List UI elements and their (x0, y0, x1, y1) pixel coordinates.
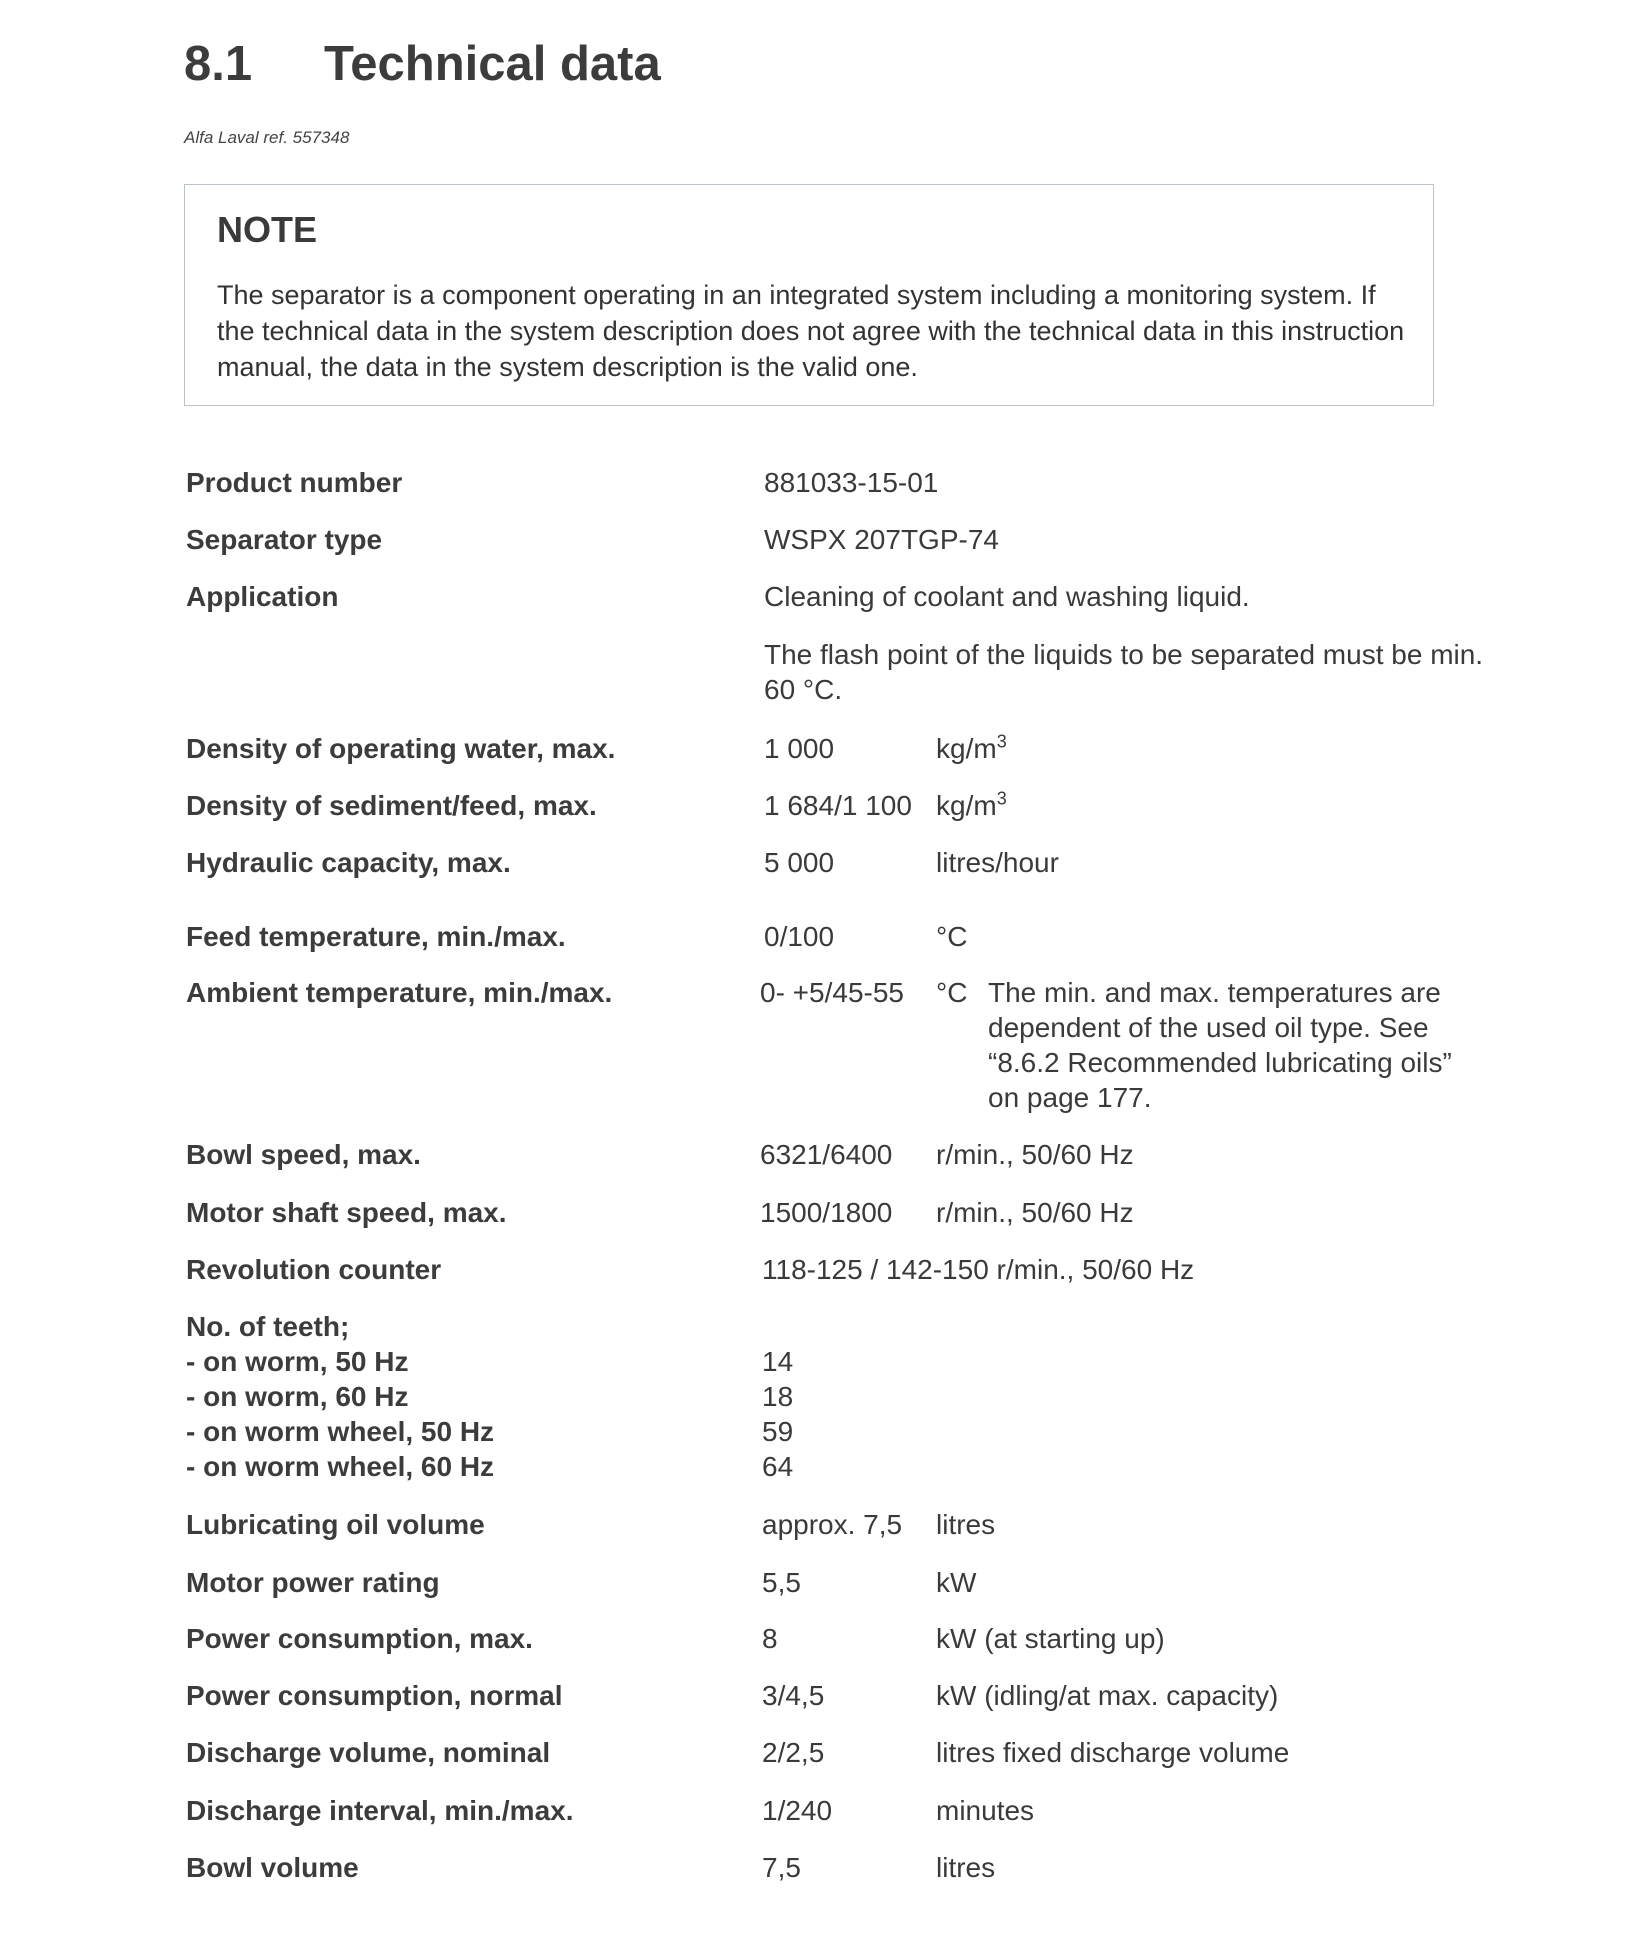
spec-unit: litres/hour (936, 847, 1059, 878)
spec-value: WSPX 207TGP-74 (764, 524, 999, 555)
spec-label: Application (186, 581, 339, 612)
spec-sublabel: - on worm wheel, 50 Hz (186, 1416, 495, 1447)
section-title: Technical data (324, 37, 661, 91)
spec-label: Revolution counter (186, 1254, 442, 1285)
spec-unit: kW (936, 1567, 977, 1598)
spec-sublabel: - on worm, 50 Hz (186, 1346, 409, 1377)
section-heading (184, 36, 661, 92)
spec-value: 1500/1800 (760, 1197, 893, 1228)
spec-label: No. of teeth; (186, 1311, 350, 1342)
spec-unit: °C (936, 977, 968, 1008)
spec-unit: litres (936, 1509, 996, 1540)
spec-value: 2/2,5 (762, 1737, 825, 1768)
spec-label: Motor power rating (186, 1567, 440, 1598)
spec-label: Hydraulic capacity, max. (186, 847, 511, 878)
spec-unit: °C (936, 921, 968, 952)
spec-unit: r/min., 50/60 Hz (936, 1139, 1134, 1170)
spec-sublabel: - on worm, 60 Hz (186, 1381, 409, 1412)
spec-unit: $kg/m^3$ (936, 731, 1007, 764)
spec-label: Power consumption, max. (186, 1623, 533, 1654)
spec-label: Motor shaft speed, max. (186, 1197, 507, 1228)
spec-label: Ambient temperature, min./max. (186, 977, 613, 1008)
spec-sublabel: - on worm wheel, 60 Hz (186, 1451, 495, 1482)
spec-value: 1 000 (764, 733, 835, 764)
spec-label: Density of sediment/feed, max. (186, 790, 597, 821)
spec-label: Discharge volume, nominal (186, 1737, 551, 1768)
spec-label: Feed temperature, min./max. (186, 921, 566, 952)
spec-value: 8 (762, 1623, 778, 1654)
spec-value: 59 (762, 1416, 794, 1447)
spec-value: 18 (762, 1381, 794, 1412)
spec-label: Power consumption, normal (186, 1680, 563, 1711)
note-title: NOTE (217, 209, 318, 250)
spec-unit: litres fixed discharge volume (936, 1737, 1290, 1768)
spec-value: Cleaning of coolant and washing liquid. (764, 581, 1250, 612)
spec-unit: kW (idling/at max. capacity) (936, 1680, 1279, 1711)
spec-value: 3/4,5 (762, 1680, 825, 1711)
spec-unit: $kg/m^3$ (936, 788, 1007, 821)
spec-value: 5,5 (762, 1567, 801, 1598)
spec-label: Density of operating water, max. (186, 733, 616, 764)
spec-remark: The min. and max. temperatures are dependent of the used oil type. See “8.6.2 Recommended lubricating oils” on page 177. (988, 977, 1452, 1113)
spec-unit: kW (at starting up) (936, 1623, 1165, 1654)
spec-label: Separator type (186, 524, 383, 555)
spec-value: 1/240 (762, 1795, 833, 1826)
spec-value: 5 000 (764, 847, 835, 878)
spec-label: Bowl volume (186, 1852, 359, 1883)
spec-value: approx. 7,5 (762, 1509, 903, 1540)
section-number: 8.1 (184, 37, 253, 91)
reference-number: Alfa Laval ref. 557348 (184, 128, 350, 147)
spec-value: 7,5 (762, 1852, 801, 1883)
spec-unit: minutes (936, 1795, 1035, 1826)
spec-value: 0/100 (764, 921, 835, 952)
spec-label: Bowl speed, max. (186, 1139, 421, 1170)
spec-value: 0- +5/45-55 (760, 977, 904, 1008)
spec-label: Product number (186, 467, 403, 498)
note-box (184, 184, 1434, 406)
spec-value: 1 684/1 100 (764, 790, 912, 821)
spec-value: 14 (762, 1346, 794, 1377)
note-text: The separator is a component operating in an integrated system including a monitoring system. If the technical data in the system description does not agree with the technical data in this instruction manual, the data in the system description is the valid one. (217, 280, 1405, 382)
spec-unit: litres (936, 1852, 996, 1883)
spec-label: Discharge interval, min./max. (186, 1795, 574, 1826)
spec-value: 64 (762, 1451, 794, 1482)
spec-value: 118-125 / 142-150 r/min., 50/60 Hz (762, 1254, 1195, 1285)
spec-value: 6321/6400 (760, 1139, 893, 1170)
spec-value: 881033-15-01 (764, 467, 939, 498)
spec-label: Lubricating oil volume (186, 1509, 485, 1540)
spec-unit: r/min., 50/60 Hz (936, 1197, 1134, 1228)
spec-value-extra: The flash point of the liquids to be separated must be min. 60 °C. (764, 639, 1484, 705)
